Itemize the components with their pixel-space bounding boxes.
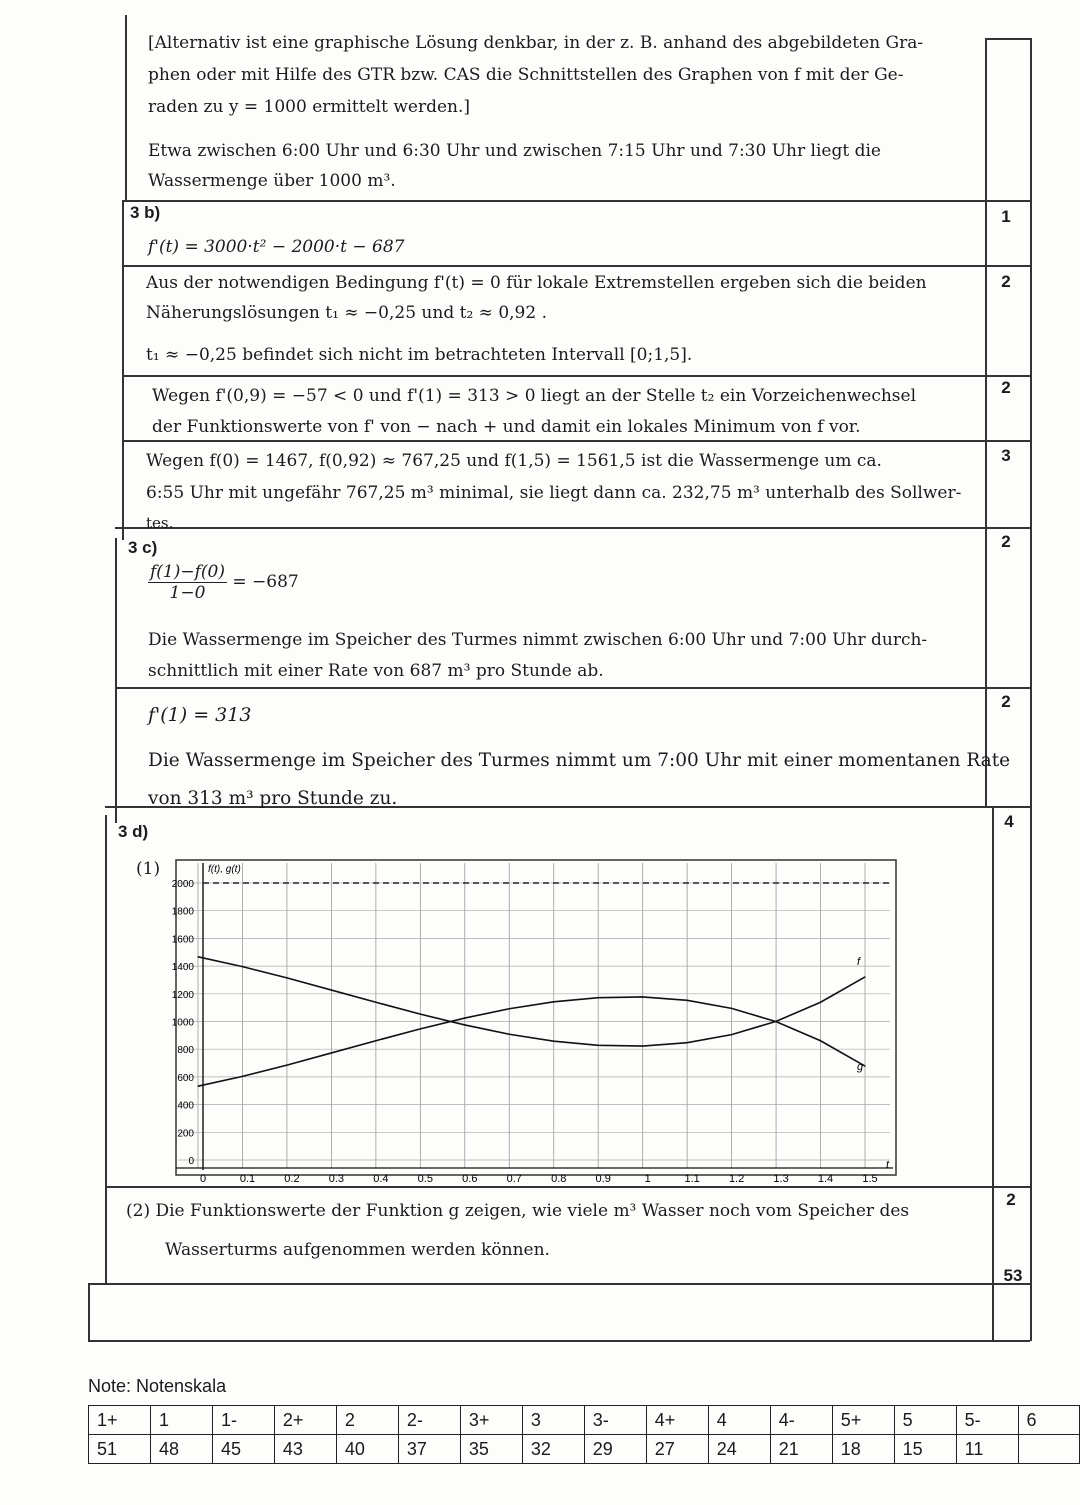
chart-grid xyxy=(178,863,890,1168)
threshold-cell: 27 xyxy=(646,1435,708,1464)
points-3b-1: 1 xyxy=(1001,207,1011,226)
series-g-point xyxy=(375,1040,376,1041)
y-tick-label: 1600 xyxy=(171,934,194,946)
series-f-point xyxy=(820,1002,821,1003)
cond-line1: Aus der notwendigen Bedingung f'(t) = 0 für lokale Extremstellen ergeben sich die beiden xyxy=(146,273,927,293)
series-f-point xyxy=(197,956,198,957)
min-line3: tes. xyxy=(146,514,174,532)
row-line-total xyxy=(88,1283,1030,1285)
series-g-label: g xyxy=(857,1061,864,1074)
points-total: 53 xyxy=(1003,1266,1023,1285)
grade-cell: 4- xyxy=(770,1406,832,1435)
points-column-divider-low xyxy=(992,806,994,1341)
grade-cell: 2+ xyxy=(274,1406,336,1435)
y-tick-label: 0 xyxy=(188,1156,194,1167)
row-line-bottom xyxy=(88,1340,1030,1342)
y-tick-label: 1000 xyxy=(171,1017,194,1029)
cond-line3: t₁ ≈ −0,25 befindet sich nicht im betrachteten Intervall [0;1,5]. xyxy=(146,345,693,365)
instant-rate-eq: f'(1) = 313 xyxy=(148,704,252,726)
series-f-point xyxy=(331,989,332,990)
threshold-cell: 37 xyxy=(398,1435,460,1464)
grade-cell: 1+ xyxy=(89,1406,151,1435)
points-3d-1: 4 xyxy=(1004,812,1014,831)
series-f-line xyxy=(198,957,865,1046)
chart-series xyxy=(197,883,890,1087)
grade-cell: 1 xyxy=(150,1406,212,1435)
cond-line2: Näherungslösungen t₁ ≈ −0,25 und t₂ ≈ 0,92 . xyxy=(146,303,547,323)
left-border-bottom xyxy=(88,1283,90,1340)
series-f-point xyxy=(598,1045,599,1046)
series-g-point xyxy=(598,997,599,998)
sign-line1: Wegen f'(0,9) = −57 < 0 und f'(1) = 313 > 0 liegt an der Stelle t₂ ein Vorzeichenwechsel xyxy=(152,386,917,406)
derivative-formula: f'(t) = 3000·t² − 2000·t − 687 xyxy=(148,237,405,257)
left-border-top xyxy=(125,15,127,202)
grade-scale-table xyxy=(88,1405,1080,1464)
points-3d-2: 2 xyxy=(1006,1190,1016,1209)
x-tick-label: 0.4 xyxy=(373,1173,389,1185)
left-border-3b xyxy=(122,200,124,540)
x-tick-label: 0.2 xyxy=(284,1173,300,1185)
x-tick-label: 0.7 xyxy=(506,1173,522,1185)
points-3c-1: 2 xyxy=(1001,532,1011,551)
row-line-top xyxy=(985,38,1030,40)
x-tick-label: 0 xyxy=(199,1173,207,1185)
grade-cell: 2 xyxy=(336,1406,398,1435)
series-g-line xyxy=(198,997,865,1086)
threshold-cell: 51 xyxy=(89,1435,151,1464)
fraction-numerator: f(1)−f(0) xyxy=(150,562,225,582)
points-3c-2: 2 xyxy=(1001,692,1011,711)
chart-ticks xyxy=(172,863,893,1185)
x-tick-label: 1 xyxy=(644,1173,651,1185)
alt-note-line3: raden zu y = 1000 ermittelt werden.] xyxy=(148,97,470,117)
inst-line2: von 313 m³ pro Stunde zu. xyxy=(148,788,398,809)
series-g-point xyxy=(775,1021,776,1022)
series-g-point xyxy=(197,1086,198,1087)
result-3a-line1: Etwa zwischen 6:00 Uhr und 6:30 Uhr und zwischen 7:15 Uhr und 7:30 Uhr liegt die xyxy=(148,141,881,161)
series-g-point xyxy=(464,1017,465,1018)
threshold-cell: 29 xyxy=(584,1435,646,1464)
section-label-3b: 3 b) xyxy=(130,203,161,222)
series-f-point xyxy=(242,966,243,967)
y-tick-label: 200 xyxy=(177,1128,194,1140)
grade-cell: 1- xyxy=(212,1406,274,1435)
threshold-cell: 45 xyxy=(212,1435,274,1464)
grade-cell: 4 xyxy=(708,1406,770,1435)
series-f-point xyxy=(464,1024,465,1025)
points-3b-2: 2 xyxy=(1001,272,1011,291)
series-f-point xyxy=(509,1034,510,1035)
series-f-point xyxy=(731,1034,732,1035)
section-label-3c: 3 c) xyxy=(128,538,158,557)
function-graph xyxy=(160,850,920,1190)
y-tick-label: 2000 xyxy=(171,879,194,890)
y-tick-label: 1200 xyxy=(171,989,194,1001)
grade-cell: 5 xyxy=(894,1406,956,1435)
grade-cell: 3 xyxy=(522,1406,584,1435)
x-tick-label: 0.5 xyxy=(417,1173,433,1185)
grade-cell: 3- xyxy=(584,1406,646,1435)
x-tick-label: 0.3 xyxy=(328,1173,345,1185)
y-tick-label: 1800 xyxy=(171,906,194,918)
grade-cell: 5- xyxy=(956,1406,1018,1435)
threshold-cell: 35 xyxy=(460,1435,522,1464)
series-g-point xyxy=(864,1065,865,1066)
series-g-point xyxy=(731,1008,732,1009)
series-f-point xyxy=(687,1042,688,1043)
grade-cell: 3+ xyxy=(460,1406,522,1435)
series-f-point xyxy=(642,1045,643,1046)
threshold-cell: 24 xyxy=(708,1435,770,1464)
series-g-point xyxy=(553,1001,554,1002)
series-g-point xyxy=(286,1065,287,1066)
grade-cell: 5+ xyxy=(832,1406,894,1435)
series-g-point xyxy=(642,996,643,997)
threshold-cell: 43 xyxy=(274,1435,336,1464)
difference-quotient-fraction xyxy=(148,562,227,603)
section-label-3d: 3 d) xyxy=(118,822,149,841)
threshold-row xyxy=(89,1435,1080,1464)
part2-line1: (2) Die Funktionswerte der Funktion g zeigen, wie viele m³ Wasser noch vom Speicher des xyxy=(126,1201,910,1221)
threshold-cell: 32 xyxy=(522,1435,584,1464)
part-1-label: (1) xyxy=(136,859,161,879)
points-3b-3: 2 xyxy=(1001,378,1011,397)
min-line2: 6:55 Uhr mit ungefähr 767,25 m³ minimal, sie liegt dann ca. 232,75 m³ unterhalb des Sollwer- xyxy=(146,483,962,503)
result-3a-line2: Wassermenge über 1000 m³. xyxy=(148,171,396,191)
grade-cell: 4+ xyxy=(646,1406,708,1435)
right-border xyxy=(1030,38,1032,1341)
inst-line1: Die Wassermenge im Speicher des Turmes nimmt um 7:00 Uhr mit einer momentanen Rate xyxy=(148,750,1011,771)
threshold-cell: 15 xyxy=(894,1435,956,1464)
threshold-cell: 48 xyxy=(150,1435,212,1464)
grade-scale-title: Note: Notenskala xyxy=(88,1376,227,1396)
threshold-cell xyxy=(1018,1435,1079,1464)
grade-row xyxy=(89,1406,1080,1435)
part2-line2: Wasserturms aufgenommen werden können. xyxy=(165,1240,550,1260)
fraction-denominator: 1−0 xyxy=(169,583,206,603)
threshold-cell: 18 xyxy=(832,1435,894,1464)
y-tick-label: 1400 xyxy=(171,962,194,974)
series-g-point xyxy=(687,1000,688,1001)
x-tick-label: 0.8 xyxy=(551,1173,567,1185)
threshold-cell: 11 xyxy=(956,1435,1018,1464)
series-g-point xyxy=(509,1008,510,1009)
series-f-point xyxy=(375,1002,376,1003)
row-line-b2 xyxy=(122,265,1030,267)
y-tick-label: 800 xyxy=(177,1045,194,1057)
row-line-c2 xyxy=(115,687,1030,689)
points-3b-4: 3 xyxy=(1001,446,1011,465)
x-tick-label: 0.6 xyxy=(462,1173,478,1185)
grade-cell: 2- xyxy=(398,1406,460,1435)
threshold-cell: 40 xyxy=(336,1435,398,1464)
series-g-point xyxy=(331,1052,332,1053)
y-tick-label: 400 xyxy=(177,1100,194,1112)
series-g-point xyxy=(820,1040,821,1041)
left-border-3d xyxy=(105,815,107,1285)
sign-line2: der Funktionswerte von f' von − nach + und damit ein lokales Minimum von f vor. xyxy=(152,417,861,437)
alt-note-line1: [Alternativ ist eine graphische Lösung denkbar, in der z. B. anhand des abgebildeten Gra- xyxy=(148,33,924,53)
x-tick-label: 1.4 xyxy=(817,1173,834,1185)
x-tick-label: 1.2 xyxy=(728,1173,745,1185)
x-tick-label: 1.5 xyxy=(862,1173,878,1185)
min-line1: Wegen f(0) = 1467, f(0,92) ≈ 767,25 und f(1,5) = 1561,5 ist die Wassermenge um ca. xyxy=(146,451,882,471)
plot-frame xyxy=(176,860,896,1175)
y-axis-label: f(t), g(t) xyxy=(208,864,241,875)
x-tick-label: 1.3 xyxy=(773,1173,789,1185)
row-line-3b xyxy=(122,200,1030,202)
fraction-result: = −687 xyxy=(232,572,299,592)
row-line-b3 xyxy=(122,375,1030,377)
y-tick-label: 600 xyxy=(177,1072,194,1084)
avg-line2: schnittlich mit einer Rate von 687 m³ pro Stunde ab. xyxy=(148,661,604,681)
series-f-label: f xyxy=(857,955,861,968)
difference-quotient xyxy=(148,562,299,603)
x-axis-label: t xyxy=(886,1159,890,1171)
avg-line1: Die Wassermenge im Speicher des Turmes nimmt zwischen 6:00 Uhr und 7:00 Uhr durch- xyxy=(148,630,928,650)
grade-cell: 6 xyxy=(1018,1406,1079,1435)
threshold-cell: 21 xyxy=(770,1435,832,1464)
x-tick-label: 0.1 xyxy=(239,1173,256,1185)
alt-note-line2: phen oder mit Hilfe des GTR bzw. CAS die Schnittstellen des Graphen von f mit der Ge- xyxy=(148,65,904,85)
series-f-point xyxy=(420,1014,421,1015)
series-g-point xyxy=(242,1076,243,1077)
row-line-3c xyxy=(115,527,1030,529)
series-g-point xyxy=(420,1028,421,1029)
series-f-point xyxy=(553,1041,554,1042)
x-tick-label: 1.1 xyxy=(684,1173,700,1185)
series-f-point xyxy=(286,977,287,978)
left-border-3c xyxy=(115,538,117,823)
x-tick-label: 0.9 xyxy=(595,1173,611,1185)
series-f-point xyxy=(864,976,865,977)
